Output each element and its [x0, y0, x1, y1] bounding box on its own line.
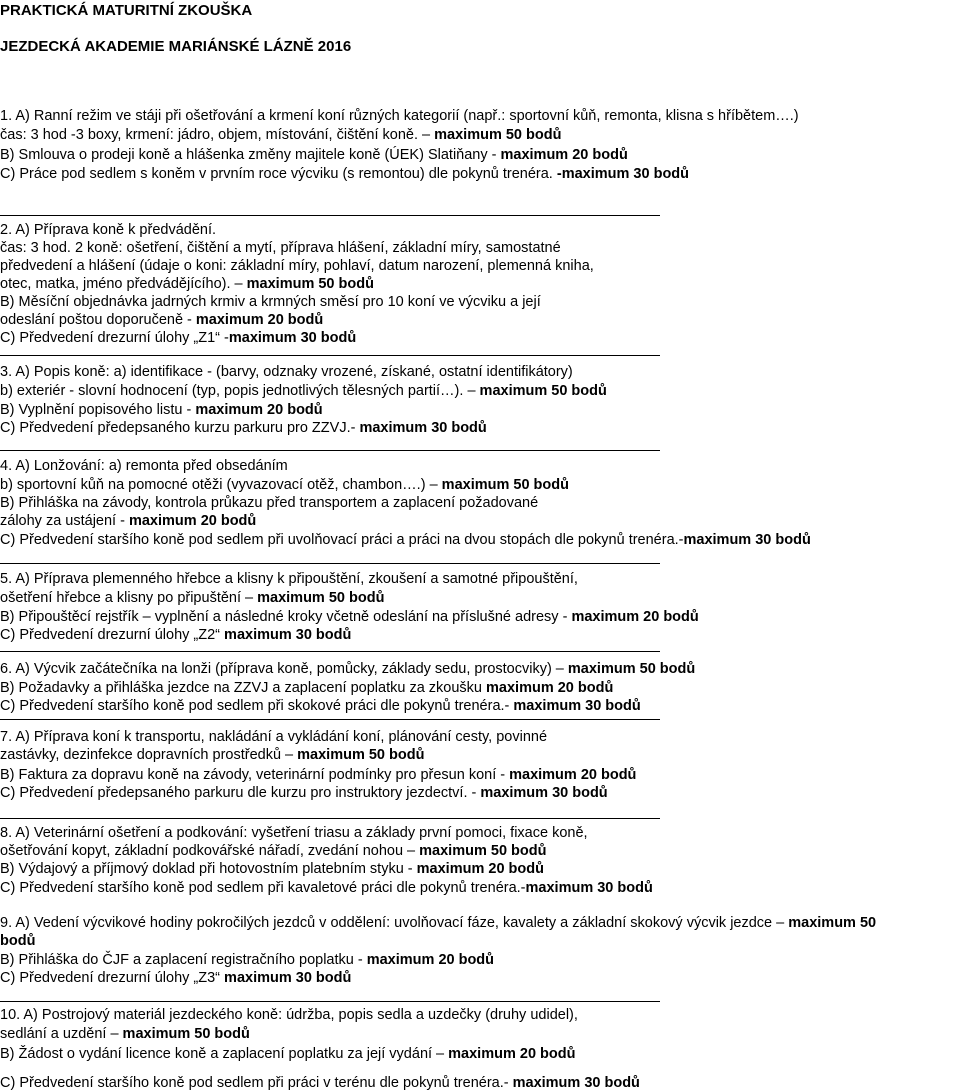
task-text: C) Předvedení staršího koně pod sedlem při uvolňovací práci a práci na dvou stopách dle pokynů trenéra.- — [0, 532, 684, 548]
section-divider — [0, 818, 660, 819]
task-text: odeslání poštou doporučeně - — [0, 312, 196, 328]
max-points-label: maximum 50 bodů — [567, 661, 696, 677]
max-points-label: maximum 20 bodů — [500, 147, 628, 163]
task-line — [0, 419, 487, 437]
max-points-label: maximum 20 bodů — [128, 513, 257, 529]
task-text: 9. A) Vedení výcvikové hodiny pokročilých jezdců v oddělení: uvolňovací fáze, kavalety a základní skokový výcvik jezdce – — [0, 915, 789, 931]
task-line — [0, 589, 384, 607]
task-line — [0, 932, 35, 950]
task-line — [0, 107, 799, 125]
max-points-label: maximum 50 bodů — [297, 747, 425, 763]
task-text: předvedení a hlášení (údaje o koni: základní míry, pohlaví, datum narození, plemenná kniha, — [0, 258, 594, 274]
task-text: B) Výdajový a příjmový doklad při hotovostním platebním styku - — [0, 861, 417, 877]
max-points-label: bodů — [0, 933, 36, 949]
task-text: C) Předvedení staršího koně pod sedlem při kavaletové práci dle pokynů trenéra.- — [0, 880, 526, 896]
task-text: čas: 3 hod. 2 koně: ošetření, čištění a mytí, příprava hlášení, základní míry, samostatné — [0, 240, 561, 256]
task-text: 2. A) Příprava koně k předvádění. — [0, 222, 217, 238]
max-points-label: maximum 20 bodů — [571, 609, 699, 625]
task-text: B) Přihláška do ČJF a zaplacení registračního poplatku - — [0, 952, 367, 968]
task-text: C) Předvedení drezurní úlohy „Z1“ - — [0, 330, 229, 346]
max-points-label: maximum 30 bodů — [683, 532, 811, 548]
section-divider — [0, 1001, 660, 1002]
task-text: sedlání a uzdění – — [0, 1026, 123, 1042]
task-text: C) Práce pod sedlem s koněm v prvním roce výcviku (s remontou) dle pokynů trenéra. — [0, 166, 557, 182]
task-text: C) Předvedení drezurní úlohy „Z2“ — [0, 627, 225, 643]
task-text: 7. A) Příprava koní k transportu, nakládání a vykládání koní, plánování cesty, povinné — [0, 729, 548, 745]
max-points-label: maximum 20 bodů — [448, 1046, 576, 1062]
max-points-label: maximum 30 bodů — [224, 627, 352, 643]
task-line — [0, 239, 561, 257]
task-line — [0, 1025, 250, 1043]
task-line — [0, 1006, 578, 1024]
max-points-label: maximum 20 bodů — [509, 767, 637, 783]
task-text: 10. A) Postrojový materiál jezdeckého koně: údržba, popis sedla a uzdečky (druhy udidel), — [0, 1007, 578, 1023]
max-points-label: maximum 30 bodů — [228, 330, 357, 346]
max-points-label: maximum 20 bodů — [195, 402, 323, 418]
task-text: B) Žádost o vydání licence koně a zaplacení poplatku za její vydání – — [0, 1046, 449, 1062]
section-divider — [0, 719, 660, 720]
task-text: 8. A) Veterinární ošetření a podkování: vyšetření triasu a základy první pomoci, fixace koně, — [0, 825, 588, 841]
task-line — [0, 476, 569, 494]
max-points-label: maximum 20 bodů — [366, 952, 495, 968]
task-text: 4. A) Lonžování: a) remonta před obsedáním — [0, 458, 288, 474]
task-line — [0, 570, 578, 588]
max-points-label: maximum 30 bodů — [512, 1075, 640, 1091]
section-divider — [0, 651, 660, 652]
task-text: 1. A) Ranní režim ve stáji při ošetřování a krmení koní různých kategorií (např.: sportovní kůň, remonta, klisna s hříbětem….) — [0, 108, 799, 124]
task-line — [0, 626, 351, 644]
task-text: B) Požadavky a přihláška jezdce na ZZVJ a zaplacení poplatku za zkoušku — [0, 680, 487, 696]
task-line — [0, 329, 356, 347]
task-line — [0, 969, 351, 987]
task-line — [0, 879, 653, 897]
task-text: C) Předvedení drezurní úlohy „Z3“ — [0, 970, 225, 986]
max-points-label: maximum 50 bodů — [257, 590, 385, 606]
task-text: 6. A) Výcvik začátečníka na lonži (příprava koně, pomůcky, základy sedu, prostocviky) – — [0, 661, 568, 677]
task-text: zastávky, dezinfekce dopravních prostředků – — [0, 747, 298, 763]
task-text: B) Faktura za dopravu koně na závody, veterinární podmínky pro přesun koní - — [0, 767, 510, 783]
max-points-label: maximum 30 bodů — [525, 880, 653, 896]
task-line — [0, 457, 288, 475]
task-text: b) sportovní kůň na pomocné otěži (vyvazovací otěž, chambon….) – — [0, 477, 442, 493]
max-points-label: maximum 50 bodů — [246, 276, 374, 292]
task-line — [0, 660, 695, 678]
max-points-label: -maximum 30 bodů — [556, 166, 690, 182]
task-line — [0, 363, 573, 381]
task-line — [0, 746, 424, 764]
task-text: C) Předvedení staršího koně pod sedlem při skokové práci dle pokynů trenéra.- — [0, 698, 514, 714]
task-line — [0, 697, 641, 715]
task-line — [0, 311, 323, 329]
task-line — [0, 275, 374, 293]
task-text: B) Přihláška na závody, kontrola průkazu před transportem a zaplacení požadované — [0, 495, 539, 511]
task-text: C) Předvedení staršího koně pod sedlem při práci v terénu dle pokynů trenéra.- — [0, 1075, 513, 1091]
task-text: zálohy za ustájení - — [0, 513, 129, 529]
max-points-label: maximum 20 bodů — [416, 861, 544, 877]
task-text: b) exteriér - slovní hodnocení (typ, popis jednotlivých tělesných partií…). – — [0, 383, 480, 399]
task-text: 3. A) Popis koně: a) identifikace - (barvy, odznaky vrozené, získané, ostatní identifikátory) — [0, 364, 573, 380]
task-line — [0, 293, 541, 311]
task-line — [0, 1045, 575, 1063]
task-line — [0, 512, 256, 530]
task-line — [0, 824, 588, 842]
task-text: B) Vyplnění popisového listu - — [0, 402, 196, 418]
task-line — [0, 951, 494, 969]
task-line — [0, 860, 544, 878]
section-divider — [0, 355, 660, 356]
task-text: B) Připouštěcí rejstřík – vyplnění a následné kroky včetně odeslání na příslušné adresy - — [0, 609, 572, 625]
task-text: B) Měsíční objednávka jadrných krmiv a krmných směsí pro 10 koní ve výcviku a její — [0, 294, 541, 310]
task-line — [0, 257, 594, 275]
task-line — [0, 221, 216, 239]
task-line — [0, 1074, 640, 1092]
task-text: C) Předvedení předepsaného kurzu parkuru pro ZZVJ.- — [0, 420, 360, 436]
task-line — [0, 382, 607, 400]
task-line — [0, 679, 613, 697]
max-points-label: maximum 20 bodů — [486, 680, 614, 696]
section-divider — [0, 215, 660, 216]
document-subtitle: JEZDECKÁ AKADEMIE MARIÁNSKÉ LÁZNĚ 2016 — [0, 38, 352, 55]
max-points-label: maximum 50 bodů — [479, 383, 607, 399]
task-line — [0, 608, 699, 626]
task-line — [0, 126, 561, 144]
max-points-label: maximum 50 bodů — [441, 477, 569, 493]
task-line — [0, 165, 689, 183]
task-line — [0, 784, 608, 802]
task-line — [0, 401, 323, 419]
task-text: B) Smlouva o prodeji koně a hlášenka změny majitele koně (ÚEK) Slatiňany - — [0, 147, 501, 163]
task-text: otec, matka, jméno předvádějícího). – — [0, 276, 247, 292]
section-divider — [0, 563, 660, 564]
max-points-label: maximum 50 — [788, 915, 877, 931]
task-text: C) Předvedení předepsaného parkuru dle kurzu pro instruktory jezdectví. - — [0, 785, 481, 801]
task-line — [0, 766, 636, 784]
section-divider — [0, 450, 660, 451]
task-line — [0, 728, 547, 746]
max-points-label: maximum 50 bodů — [122, 1026, 250, 1042]
task-text: čas: 3 hod -3 boxy, krmení: jádro, objem, místování, čištění koně. – — [0, 127, 435, 143]
max-points-label: maximum 30 bodů — [480, 785, 608, 801]
max-points-label: maximum 30 bodů — [359, 420, 487, 436]
task-line — [0, 531, 811, 549]
max-points-label: maximum 50 bodů — [434, 127, 562, 143]
task-text: ošetřování kopyt, základní podkovářské nářadí, zvedání nohou – — [0, 843, 420, 859]
max-points-label: maximum 30 bodů — [224, 970, 352, 986]
document-title: PRAKTICKÁ MATURITNÍ ZKOUŠKA — [0, 2, 253, 19]
max-points-label: maximum 20 bodů — [195, 312, 324, 328]
max-points-label: maximum 30 bodů — [513, 698, 641, 714]
task-line — [0, 146, 628, 164]
max-points-label: maximum 50 bodů — [419, 843, 547, 859]
task-line — [0, 914, 876, 932]
task-line — [0, 842, 546, 860]
task-line — [0, 494, 538, 512]
task-text: ošetření hřebce a klisny po připuštění – — [0, 590, 258, 606]
task-text: 5. A) Příprava plemenného hřebce a klisny k připouštění, zkoušení a samotné připouštění, — [0, 571, 578, 587]
